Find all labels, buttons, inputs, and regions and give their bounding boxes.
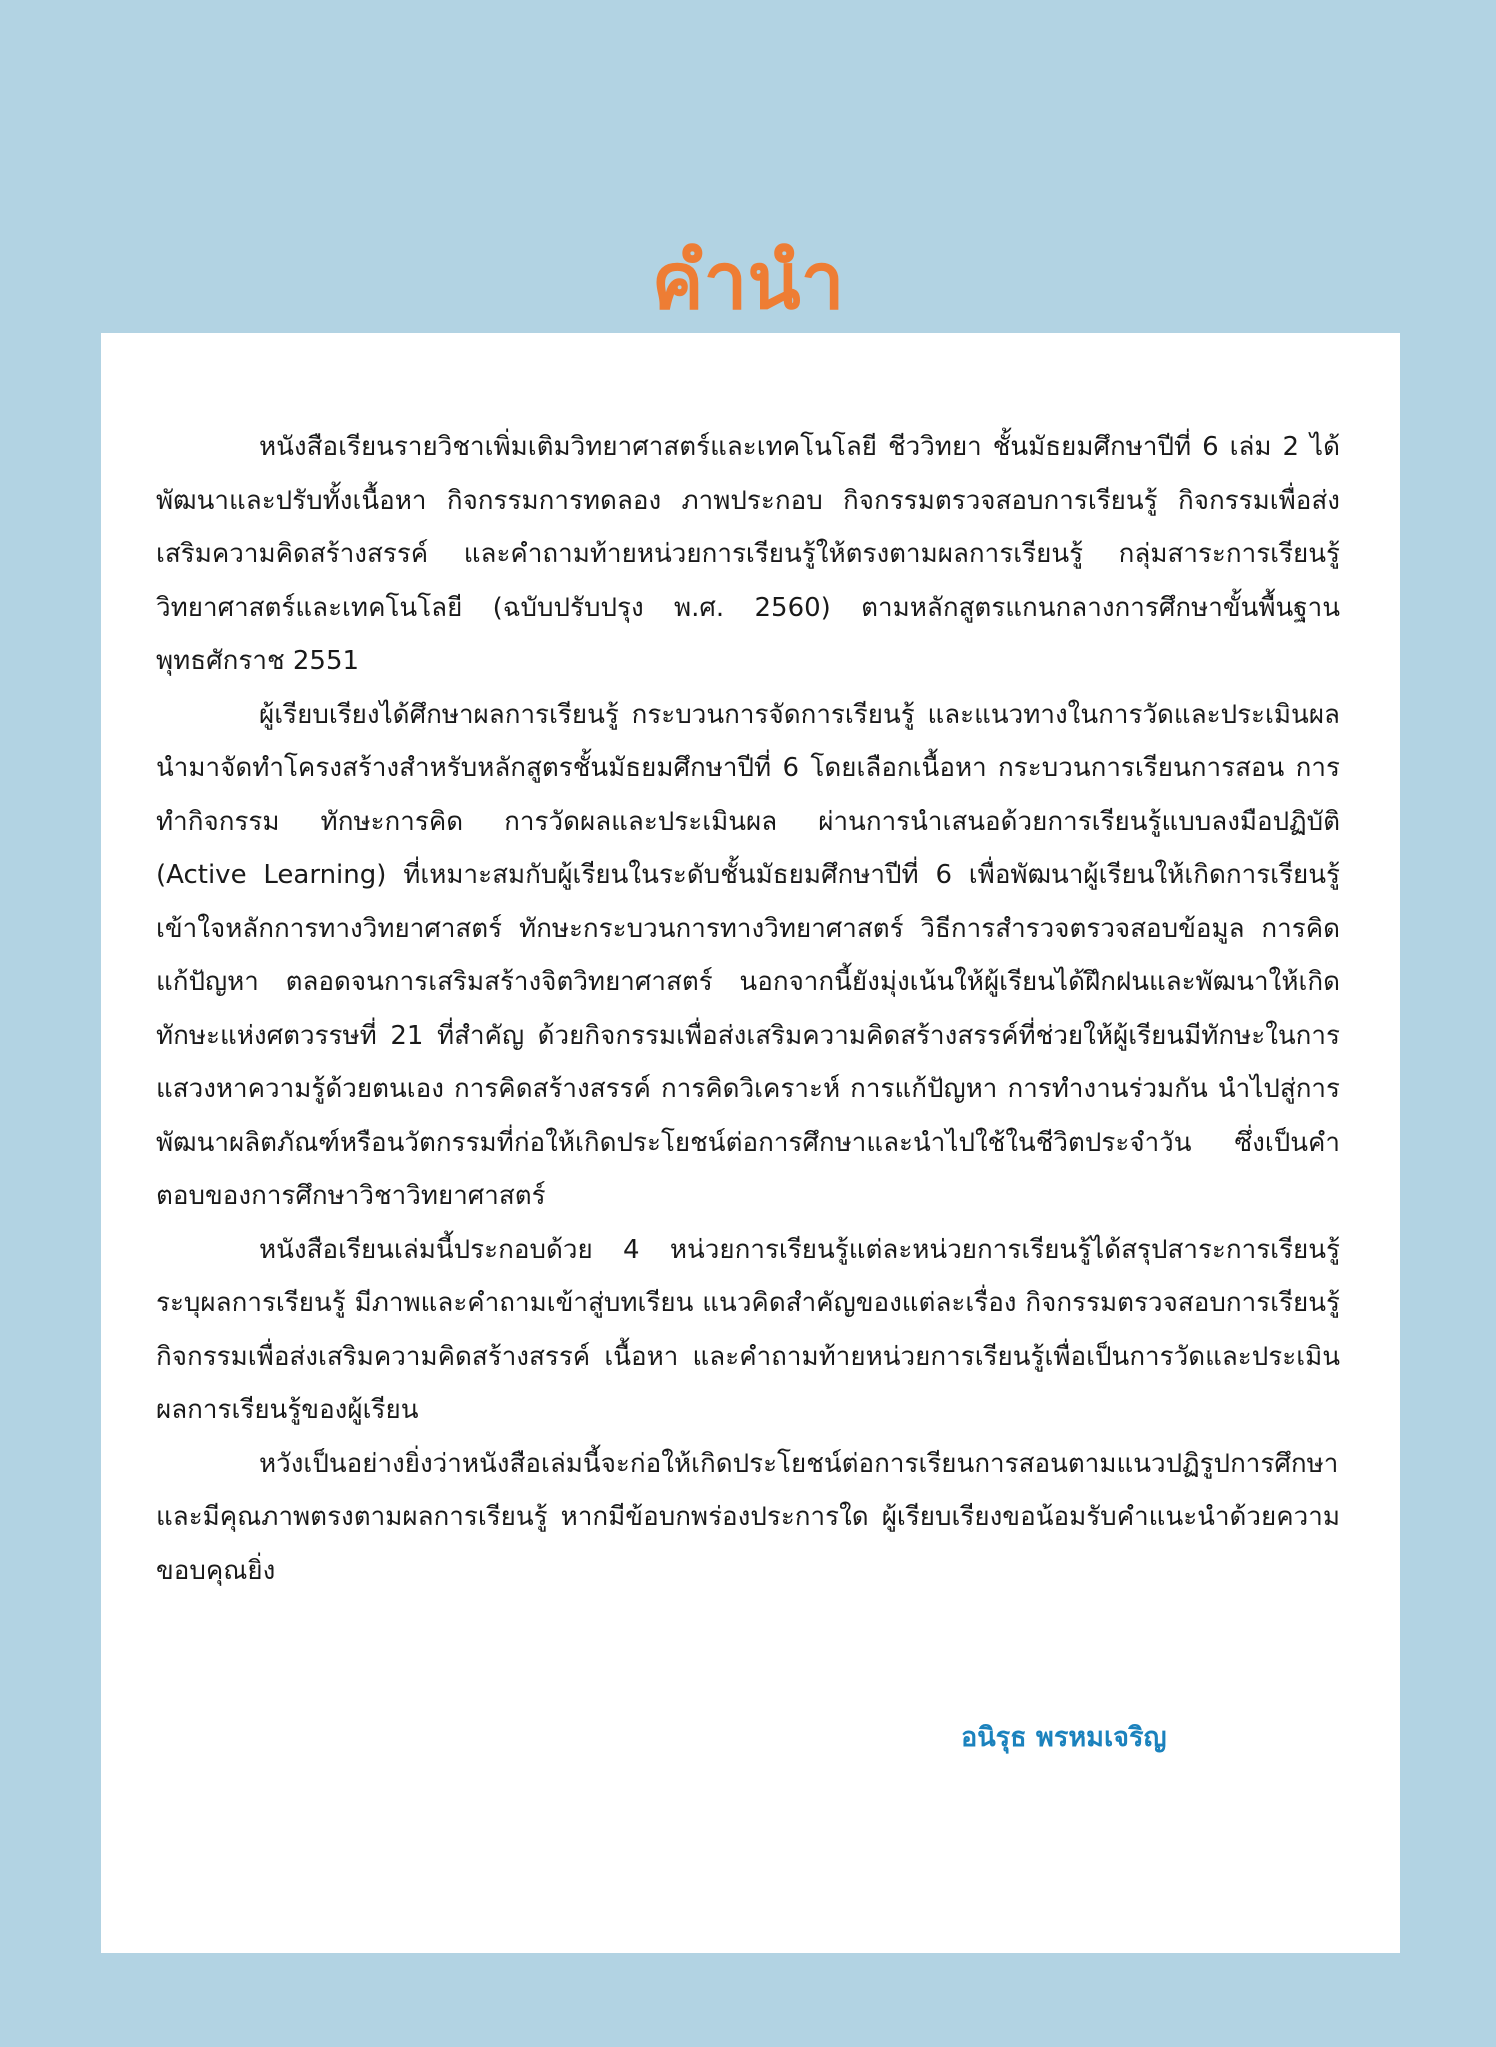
author-signature: อนิรุธ พรหมเจริญ [961, 1722, 1167, 1753]
preface-body [156, 421, 1340, 1598]
preface-paragraph-1: หนังสือเรียนรายวิชาเพิ่มเติมวิทยาศาสตร์และเทคโนโลยี ชีววิทยา ชั้นมัธยมศึกษาปีที่ 6 เล่ม 2 ได้พัฒนาและปรับทั้งเนื้อหา กิจกรรมการทดลอง ภาพประกอบ กิจกรรมตรวจสอบการเรียนรู้ กิจกรรมเพื่อส่งเสริมความคิดสร้างสรรค์ และคำถามท้ายหน่วยการเรียนรู้ให้ตรงตามผลการเรียนรู้ กลุ่มสาระการเรียนรู้วิทยาศาสตร์และเทคโนโลยี (ฉบับปรับปรุง พ.ศ. 2560) ตามหลักสูตรแกนกลางการศึกษาขั้นพื้นฐาน พุทธศักราช 2551 [156, 432, 1340, 676]
preface-paragraph-4: หวังเป็นอย่างยิ่งว่าหนังสือเล่มนี้จะก่อให้เกิดประโยชน์ต่อการเรียนการสอนตามแนวปฏิรูปการศึกษา และมีคุณภาพตรงตามผลการเรียนรู้ หากมีข้อบกพร่องประการใด ผู้เรียบเรียงขอน้อมรับคำแนะนำด้วยความขอบคุณยิ่ง [156, 1448, 1340, 1586]
page-title: คำนำ [651, 237, 845, 327]
content-panel [101, 333, 1400, 1953]
preface-paragraph-2: ผู้เรียบเรียงได้ศึกษาผลการเรียนรู้ กระบวนการจัดการเรียนรู้ และแนวทางในการวัดและประเมินผล นำมาจัดทำโครงสร้างสำหรับหลักสูตรชั้นมัธยมศึกษาปีที่ 6 โดยเลือกเนื้อหา กระบวนการเรียนการสอน การทำกิจกรรม ทักษะการคิด การวัดผลและประเมินผล ผ่านการนำเสนอด้วยการเรียนรู้แบบลงมือปฏิบัติ (Active Learning) ที่เหมาะสมกับผู้เรียนในระดับชั้นมัธยมศึกษาปีที่ 6 เพื่อพัฒนาผู้เรียนให้เกิดการเรียนรู้ เข้าใจหลักการทางวิทยาศาสตร์ ทักษะกระบวนการทางวิทยาศาสตร์ วิธีการสำรวจตรวจสอบข้อมูล การคิดแก้ปัญหา ตลอดจนการเสริมสร้างจิตวิทยาศาสตร์ นอกจากนี้ยังมุ่งเน้นให้ผู้เรียนได้ฝึกฝนและพัฒนาให้เกิดทักษะแห่งศตวรรษที่ 21 ที่สำคัญ ด้วยกิจกรรมเพื่อส่งเสริมความคิดสร้างสรรค์ที่ช่วยให้ผู้เรียนมีทักษะในการแสวงหาความรู้ด้วยตนเอง การคิดสร้างสรรค์ การคิดวิเคราะห์ การแก้ปัญหา การทำงานร่วมกัน นำไปสู่การพัฒนาผลิตภัณฑ์หรือนวัตกรรมที่ก่อให้เกิดประโยชน์ต่อการศึกษาและนำไปใช้ในชีวิตประจำวัน ซึ่งเป็นคำตอบของการศึกษาวิชาวิทยาศาสตร์ [156, 699, 1340, 1211]
preface-paragraph-3: หนังสือเรียนเล่มนี้ประกอบด้วย 4 หน่วยการเรียนรู้แต่ละหน่วยการเรียนรู้ได้สรุปสาระการเรียนรู้ ระบุผลการเรียนรู้ มีภาพและคำถามเข้าสู่บทเรียน แนวคิดสำคัญของแต่ละเรื่อง กิจกรรมตรวจสอบการเรียนรู้ กิจกรรมเพื่อส่งเสริมความคิดสร้างสรรค์ เนื้อหา และคำถามท้ายหน่วยการเรียนรู้เพื่อเป็นการวัดและประเมินผลการเรียนรู้ของผู้เรียน [156, 1234, 1340, 1425]
